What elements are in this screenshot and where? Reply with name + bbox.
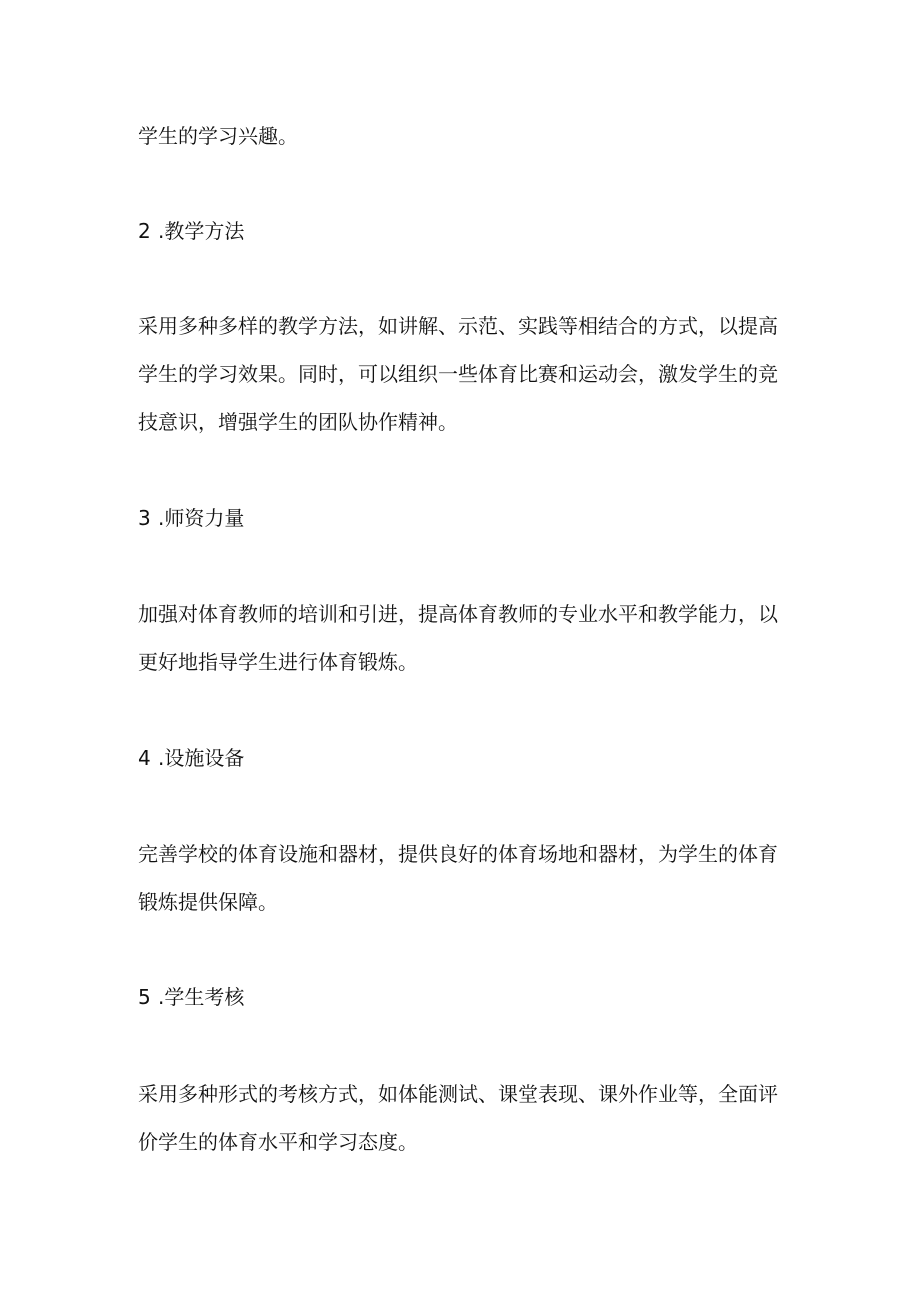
section-heading (138, 219, 244, 243)
section-heading (138, 506, 244, 530)
paragraph-line: 锻炼提供保障。 (138, 890, 278, 914)
section-heading (138, 746, 244, 770)
section-number: 2 (138, 219, 151, 243)
paragraph-line: 完善学校的体育设施和器材，提供良好的体育场地和器材，为学生的体育 (138, 842, 778, 866)
section-title: .教学方法 (158, 219, 245, 243)
section-title: .学生考核 (158, 985, 245, 1009)
paragraph-line: 加强对体育教师的培训和引进，提高体育教师的专业水平和教学能力，以 (138, 602, 778, 626)
section-heading (138, 985, 244, 1009)
section-number: 5 (138, 985, 151, 1009)
section-number: 3 (138, 506, 151, 530)
paragraph-line: 采用多种多样的教学方法，如讲解、示范、实践等相结合的方式，以提高 (138, 314, 778, 338)
paragraph-line: 价学生的体育水平和学习态度。 (138, 1130, 418, 1154)
section-title: .设施设备 (158, 746, 245, 770)
paragraph-line: 学生的学习兴趣。 (138, 124, 298, 148)
paragraph-line: 采用多种形式的考核方式，如体能测试、课堂表现、课外作业等，全面评 (138, 1082, 778, 1106)
paragraph-line: 更好地指导学生进行体育锻炼。 (138, 650, 418, 674)
paragraph-line: 学生的学习效果。同时，可以组织一些体育比赛和运动会，激发学生的竞 (138, 362, 778, 386)
paragraph-line: 技意识，增强学生的团队协作精神。 (138, 410, 458, 434)
section-number: 4 (138, 746, 151, 770)
section-title: .师资力量 (158, 506, 245, 530)
